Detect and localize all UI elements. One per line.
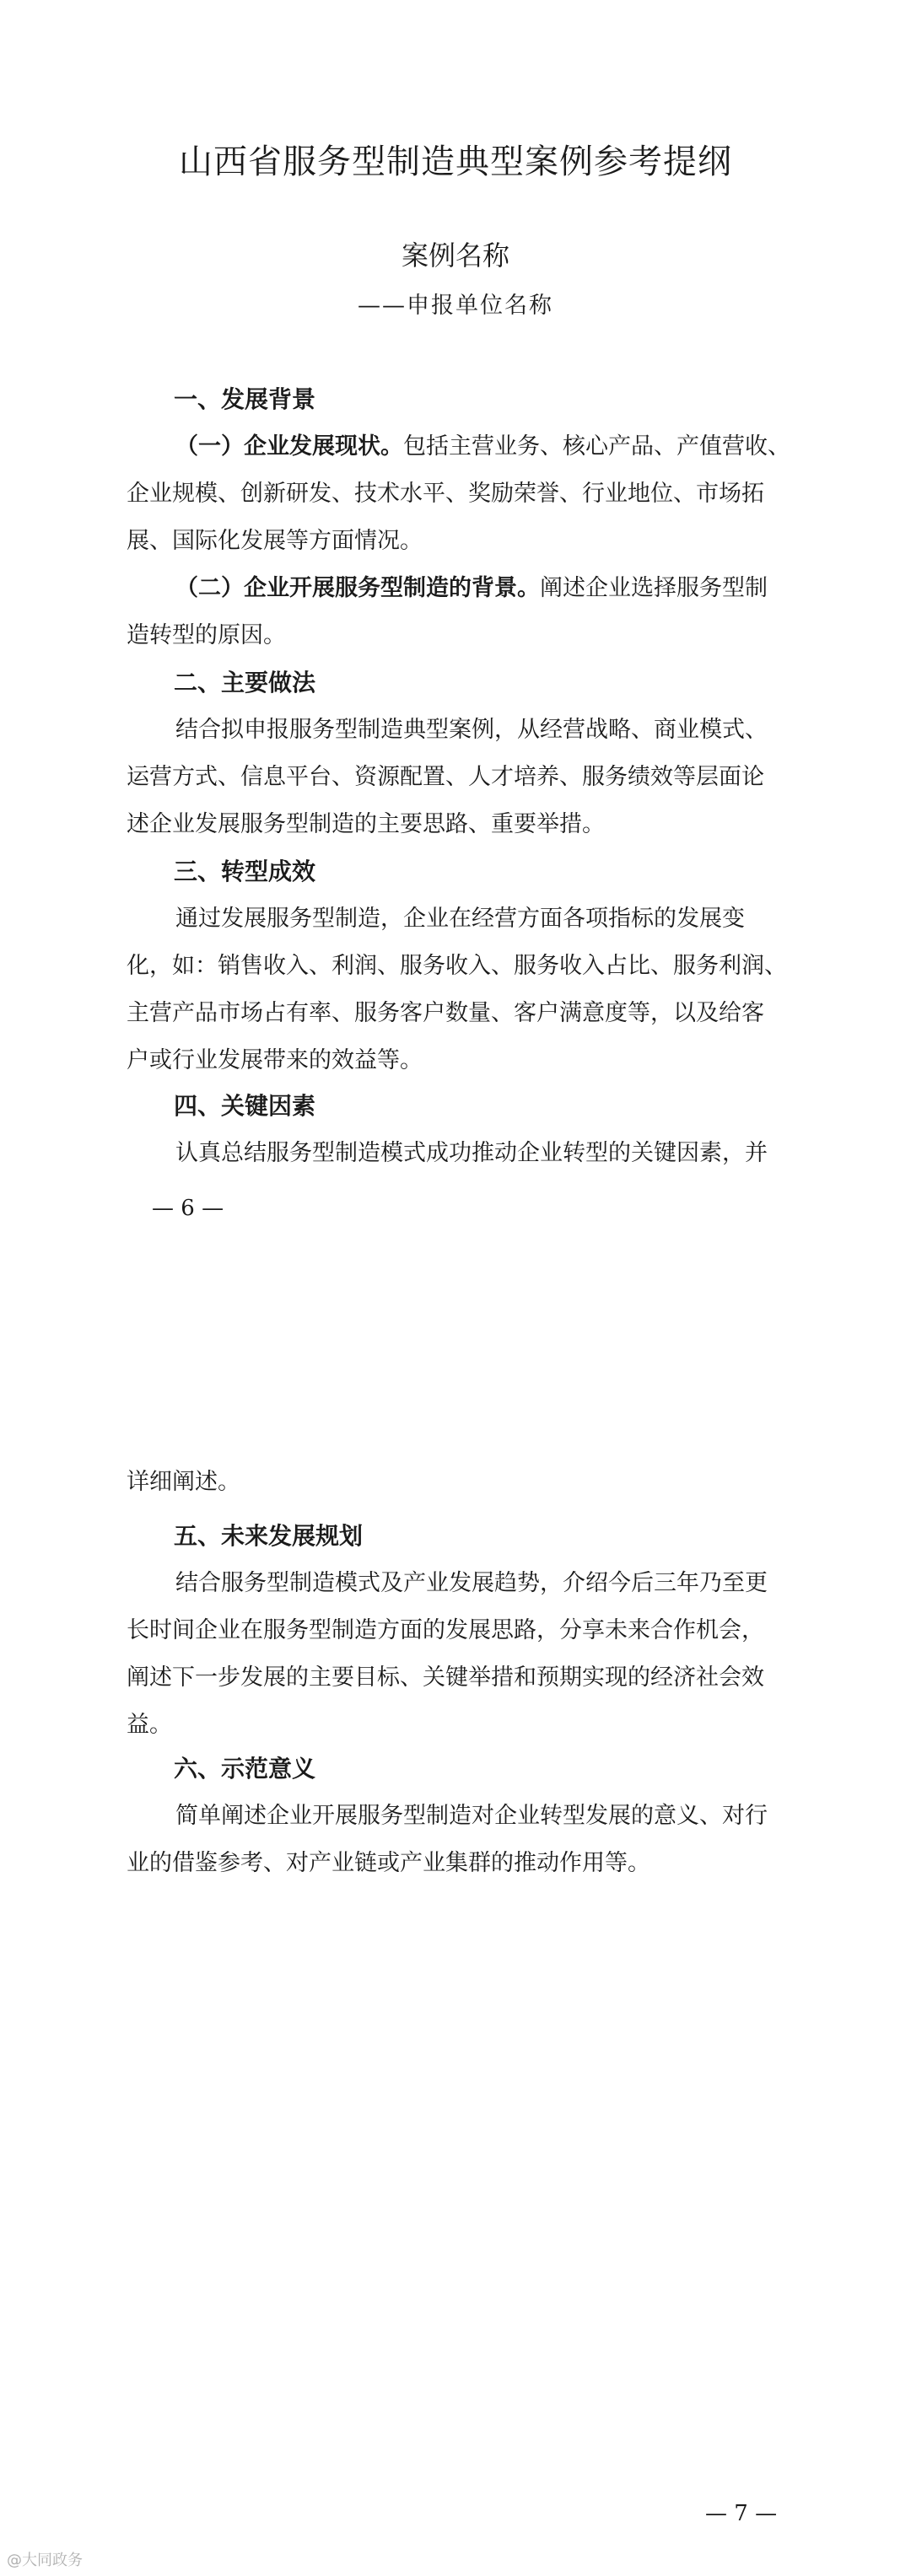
text-line: 化，如：销售收入、利润、服务收入、服务收入占比、服务利润、 bbox=[127, 953, 787, 979]
text-line: 阐述企业选择服务型制 bbox=[540, 575, 768, 601]
text-line: 详细阐述。 bbox=[127, 1469, 240, 1495]
section-heading-background: 一、发展背景 bbox=[174, 385, 316, 413]
text-line: 企业规模、创新研发、技术水平、奖励荣誉、行业地位、市场拓 bbox=[127, 481, 764, 507]
section-heading-demonstration-significance: 六、示范意义 bbox=[174, 1755, 316, 1783]
document-page-6 bbox=[0, 0, 911, 1265]
section-heading-results: 三、转型成效 bbox=[174, 858, 316, 885]
text-line: 简单阐述企业开展服务型制造对企业转型发展的意义、对行 bbox=[175, 1803, 768, 1829]
paragraph-company-status bbox=[127, 423, 818, 565]
text-line: 业的借鉴参考、对产业链或产业集群的推动作用等。 bbox=[127, 1850, 650, 1876]
text-line: 主营产品市场占有率、服务客户数量、客户满意度等，以及给客 bbox=[127, 1000, 764, 1026]
section-heading-main-practices: 二、主要做法 bbox=[174, 669, 316, 696]
page-number-6: — 6 — bbox=[152, 1196, 224, 1221]
text-line: 结合拟申报服务型制造典型案例，从经营战略、商业模式、 bbox=[175, 717, 768, 743]
watermark: @大同政务 bbox=[7, 2552, 83, 2569]
text-line: 益。 bbox=[127, 1712, 172, 1738]
section-heading-future-plans: 五、未来发展规划 bbox=[174, 1522, 364, 1550]
text-line: 造转型的原因。 bbox=[127, 622, 286, 648]
text-line: 户或行业发展带来的效益等。 bbox=[127, 1047, 423, 1073]
paragraph-key-factors-end bbox=[127, 1459, 818, 1506]
applicant-unit-name: ——申报单位名称 bbox=[358, 293, 553, 319]
case-name: 案例名称 bbox=[401, 239, 509, 272]
section-heading-key-factors: 四、关键因素 bbox=[174, 1092, 316, 1120]
paragraph-key-factors-start bbox=[127, 1130, 818, 1177]
text-line: 结合服务型制造模式及产业发展趋势，介绍今后三年乃至更 bbox=[175, 1570, 768, 1596]
paragraph-future-plans bbox=[127, 1560, 818, 1749]
document-title: 山西省服务型制造典型案例参考提纲 bbox=[179, 143, 732, 181]
paragraph-service-background bbox=[127, 565, 818, 659]
text-line: 长时间企业在服务型制造方面的发展思路，分享未来合作机会， bbox=[127, 1617, 764, 1643]
subheading-company-status: （一）企业发展现状。 bbox=[175, 433, 403, 460]
text-line: 述企业发展服务型制造的主要思路、重要举措。 bbox=[127, 811, 605, 837]
text-line: 阐述下一步发展的主要目标、关键举措和预期实现的经济社会效 bbox=[127, 1664, 764, 1691]
paragraph-results bbox=[127, 895, 818, 1084]
text-line: 认真总结服务型制造模式成功推动企业转型的关键因素，并 bbox=[175, 1140, 768, 1166]
paragraph-demonstration-significance bbox=[127, 1793, 818, 1887]
text-line: 展、国际化发展等方面情况。 bbox=[127, 528, 423, 554]
text-line: 通过发展服务型制造，企业在经营方面各项指标的发展变 bbox=[175, 906, 745, 932]
text-line: 包括主营业务、核心产品、产值营收、 bbox=[403, 433, 790, 460]
subheading-service-background: （二）企业开展服务型制造的背景。 bbox=[175, 575, 540, 601]
page-number-7: — 7 — bbox=[705, 2501, 778, 2526]
document-page-7 bbox=[0, 1265, 911, 2576]
text-line: 运营方式、信息平台、资源配置、人才培养、服务绩效等层面论 bbox=[127, 764, 764, 790]
paragraph-main-practices bbox=[127, 707, 818, 848]
